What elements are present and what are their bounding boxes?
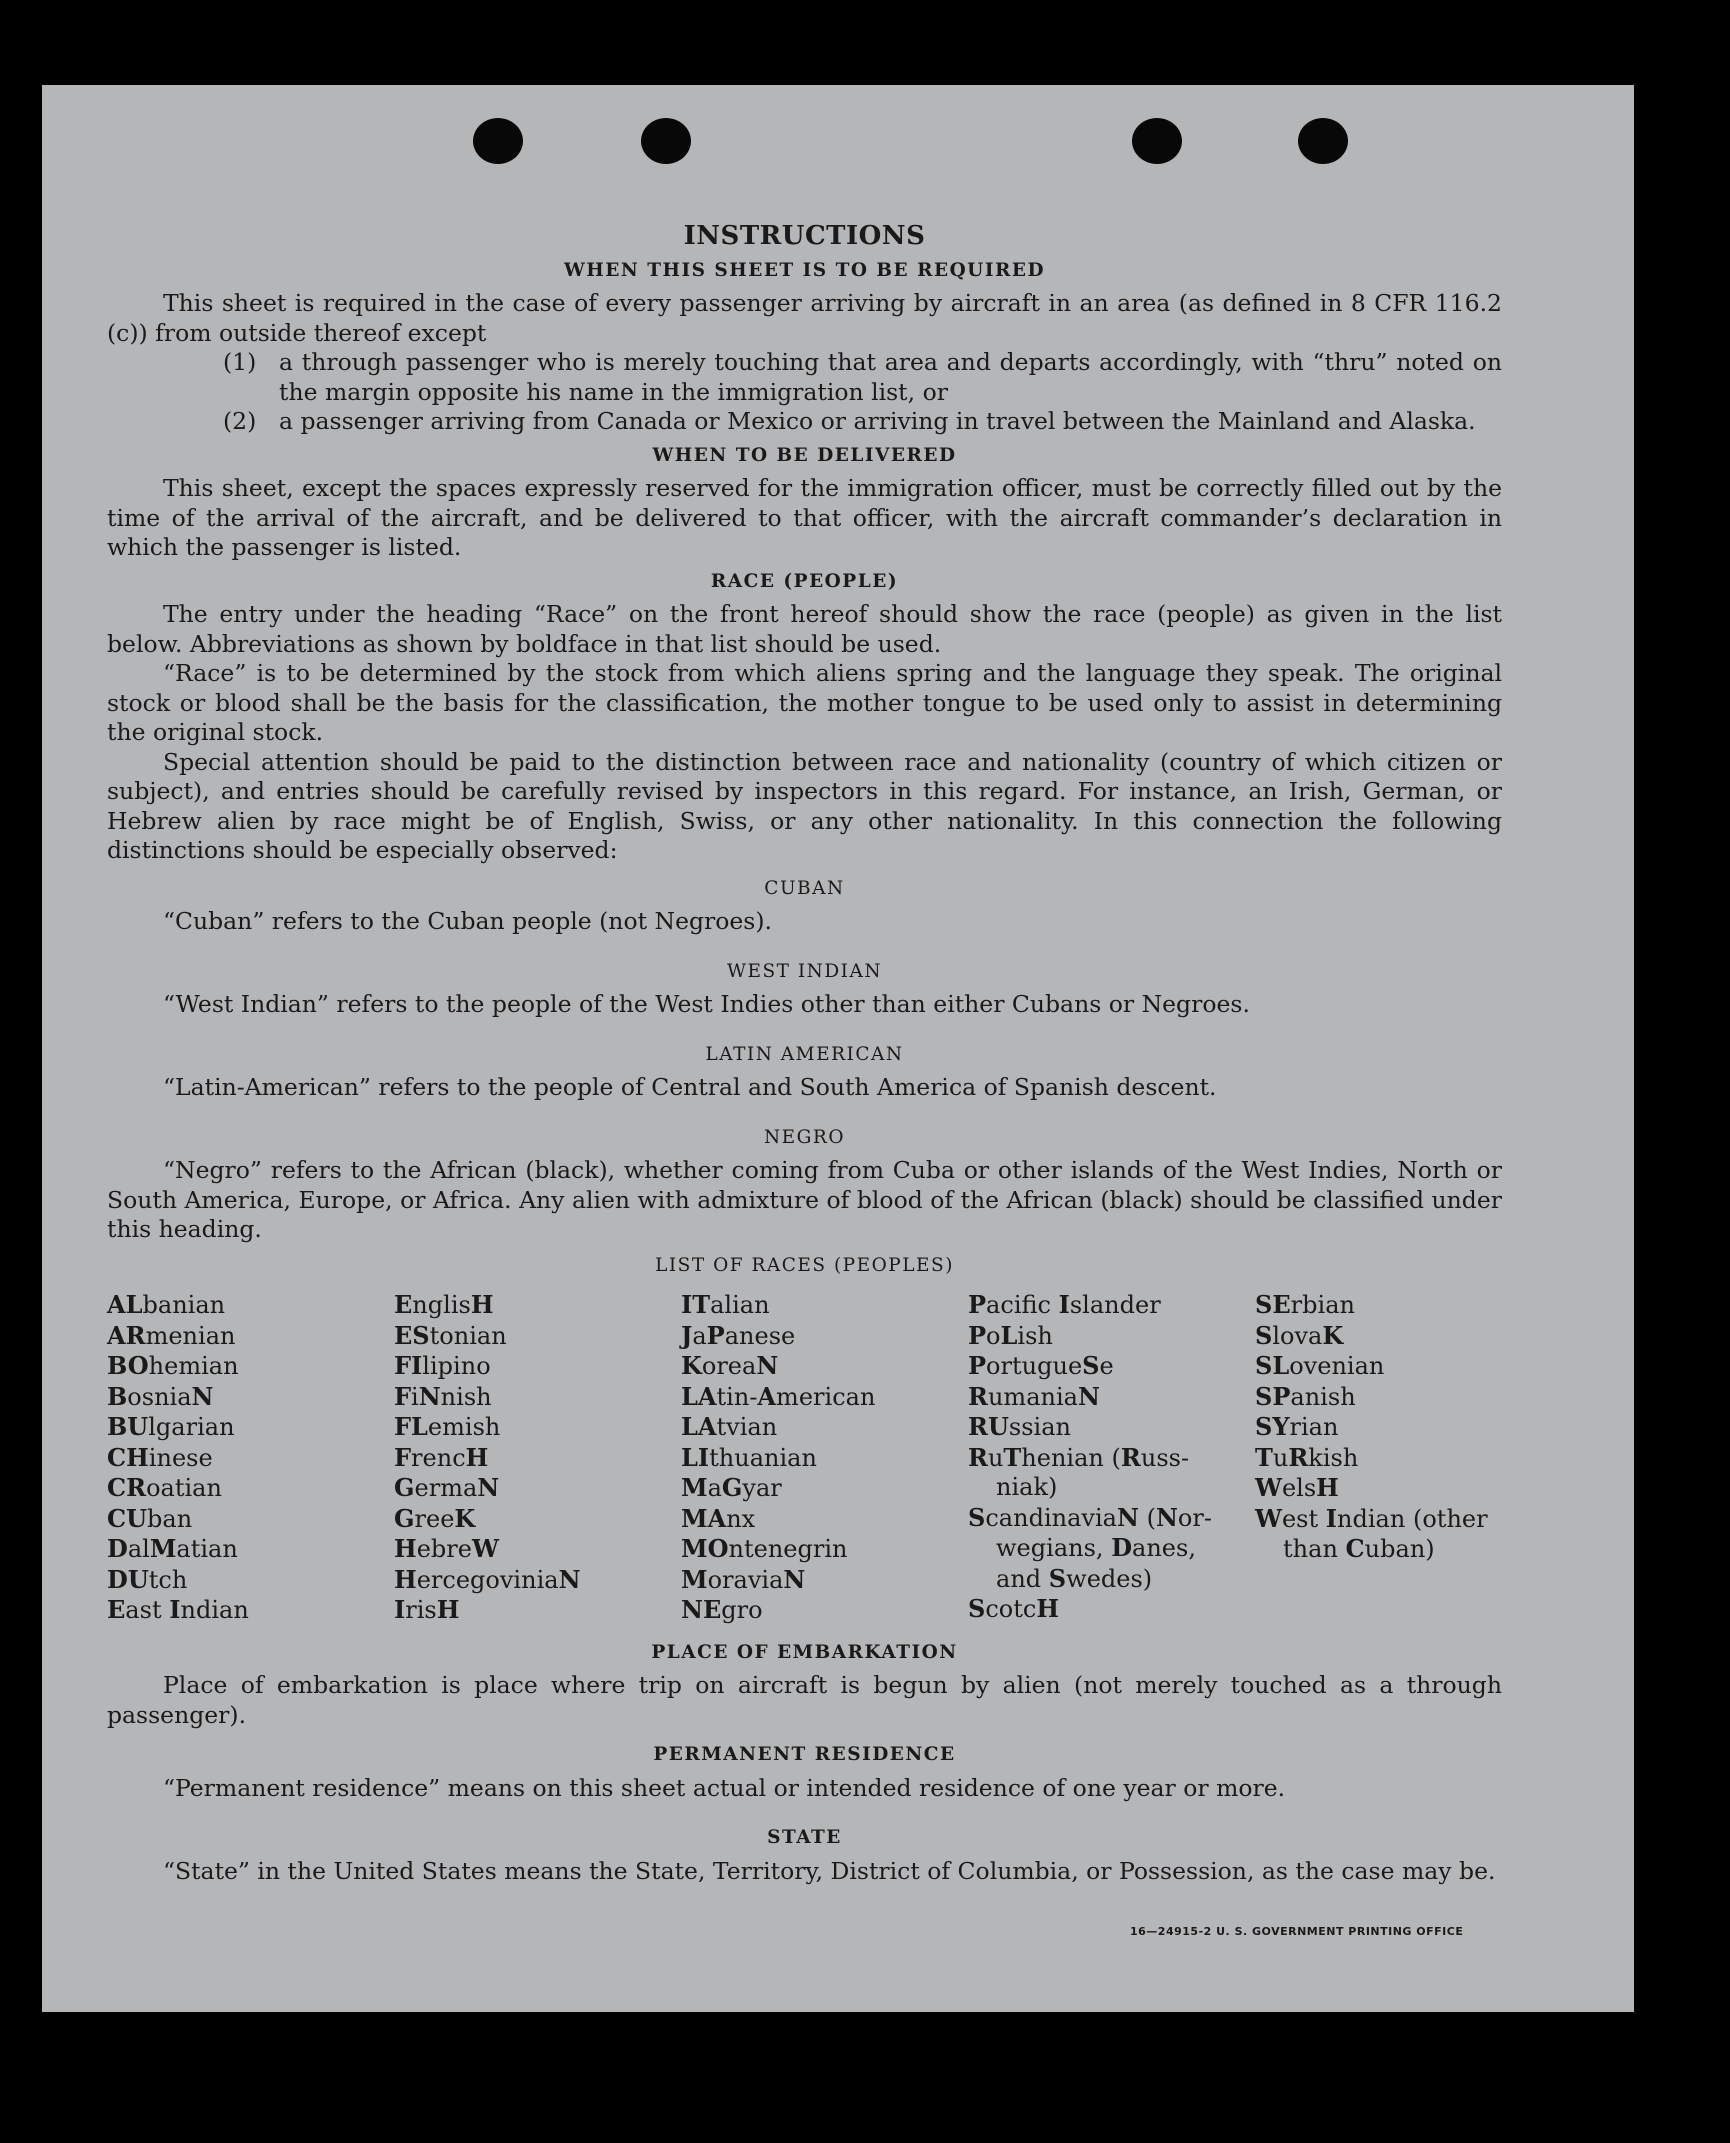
race-item: DUtch [107,1564,188,1594]
punch-hole [641,118,691,164]
race-item: MAnx [681,1503,756,1533]
race-item: BosniaN [107,1381,214,1411]
section-heading-delivered: WHEN TO BE DELIVERED [652,444,957,466]
section-heading-list: LIST OF RACES (PEOPLES) [655,1254,954,1276]
race-item: FrencH [394,1442,489,1472]
section-heading-west-indian: WEST INDIAN [726,960,883,982]
race-item: HercegoviniaN [394,1564,581,1594]
punch-hole [1298,118,1348,164]
race-item: EStonian [394,1320,507,1350]
race-item: SYrian [1255,1412,1339,1441]
exception-text: a through passenger who is merely touching that area and departs accordingly, with “thru” noted on the margin opposite his name in the immigration list, or [279,348,1502,406]
race-item: FLemish [394,1412,501,1441]
race-item: RuThenian (Russ- [968,1442,1190,1472]
race-list [107,1290,1502,1626]
race-item: KoreaN [681,1351,779,1380]
section-heading-embarkation: PLACE OF EMBARKATION [651,1641,958,1663]
embarkation-text: Place of embarkation is place where trip on aircraft is begun by alien (not merely touched as a through passenger). [107,1671,1502,1729]
race-item-continued: wegians, Danes, [996,1533,1196,1562]
race-item: HebreW [394,1534,499,1563]
race-item: MOntenegrin [681,1534,848,1563]
race-item: ARmenian [107,1320,236,1350]
race-item: MaGyar [681,1473,782,1502]
section-heading-race: RACE (PEOPLE) [710,570,899,592]
race-item: BUlgarian [107,1412,235,1441]
race-item: LAtvian [681,1412,778,1441]
punch-hole [473,118,523,164]
race-item: ITalian [681,1290,770,1319]
race-column-2 [394,1290,681,1626]
section-heading-cuban: CUBAN [764,877,845,899]
instructions-body [107,222,1502,1886]
page-title: INSTRUCTIONS [683,221,926,251]
exception-item [223,407,1502,437]
race-item: CRoatian [107,1473,222,1502]
race-item: MoraviaN [681,1564,806,1594]
exception-number: (1) [223,348,257,376]
race-item: RUssian [968,1412,1072,1441]
race-item: East Indian [107,1595,249,1624]
delivered-text: This sheet, except the spaces expressly reserved for the immigration officer, must be correctly filled out by the time of the arrival of the aircraft, and be delivered to that officer, with the aircraft commander’s declaration in which the passenger is listed. [107,474,1502,561]
west-indian-text: “West Indian” refers to the people of the West Indies other than either Cubans or Negroes. [163,990,1250,1018]
race-item: TuRkish [1255,1442,1359,1472]
race-item: PortugueSe [968,1351,1114,1380]
race-item: NEgro [681,1595,763,1624]
race-item: West Indian (other [1255,1503,1488,1533]
race-column-5 [1255,1290,1542,1626]
race-item: GermaN [394,1473,500,1502]
race-item: GreeK [394,1503,476,1533]
race-item: SErbian [1255,1290,1355,1319]
race-column-1 [107,1290,394,1626]
punch-hole [1132,118,1182,164]
section-heading-negro: NEGRO [763,1126,846,1148]
race-item: IrisH [394,1595,460,1624]
exception-item [223,348,1502,407]
race-item-continued: niak) [996,1473,1058,1501]
race-column-4 [968,1290,1255,1626]
state-text: “State” in the United States means the State, Territory, District of Columbia, or Possession, as the case may be. [163,1856,1496,1885]
race-item: DalMatian [107,1534,238,1563]
race-item: ALbanian [107,1290,226,1319]
race-item: PoLish [968,1320,1053,1350]
race-item: SLovenian [1255,1351,1385,1380]
residence-text: “Permanent residence” means on this sheet actual or intended residence of one year or more. [163,1773,1286,1802]
race-paragraph-1: The entry under the heading “Race” on the front hereof should show the race (people) as given in the list below. Abbreviations as shown by boldface in that list should be used. [107,600,1502,658]
section-heading-required: WHEN THIS SHEET IS TO BE REQUIRED [563,259,1045,281]
race-item: CHinese [107,1442,213,1472]
race-item: SlovaK [1255,1320,1344,1350]
required-intro: This sheet is required in the case of every passenger arriving by aircraft in an area (as defined in 8 CFR 116.2 (c)) from outside thereof except [107,289,1502,347]
race-item: FiNnish [394,1381,492,1411]
race-item: WelsH [1255,1473,1339,1502]
race-paragraph-2: “Race” is to be determined by the stock from which aliens spring and the language they speak. The original stock or blood shall be the basis for the classification, the mother tongue to be used only to assist in determining the original stock. [107,659,1502,746]
exception-number: (2) [223,407,257,435]
race-item: ScotcH [968,1594,1060,1623]
race-item-continued: and Swedes) [996,1563,1153,1593]
exception-text: a passenger arriving from Canada or Mexico or arriving in travel between the Mainland and Alaska. [279,407,1476,435]
section-heading-state: STATE [767,1827,842,1848]
race-item: LAtin-American [681,1381,876,1411]
race-item: SPanish [1255,1381,1356,1411]
race-paragraph-3: Special attention should be paid to the distinction between race and nationality (country of which citizen or subject), and entries should be carefully revised by inspectors in this regard. For instance, an Irish, German, or Hebrew alien by race might be of English, Swiss, or any other nationality. In this connection the following distinctions should be especially observed: [107,747,1502,864]
section-heading-latin-american: LATIN AMERICAN [705,1043,904,1065]
latin-american-text: “Latin-American” refers to the people of Central and South America of Spanish descent. [163,1073,1217,1101]
race-item: LIthuanian [681,1442,817,1472]
race-item: RumaniaN [968,1381,1100,1411]
race-item: Pacifc Islander [968,1290,1161,1319]
race-item: CUban [107,1503,193,1533]
race-item: ScandinaviaN (Nor- [968,1502,1212,1532]
negro-text: “Negro” refers to the African (black), whether coming from Cuba or other islands of the West Indies, North or South America, Europe, or Africa. Any alien with admixture of blood of the African (black) should be classified under this heading. [107,1156,1502,1243]
race-item: EnglisH [394,1290,494,1319]
section-heading-residence: PERMANENT RESIDENCE [653,1744,956,1765]
race-item: FIlipino [394,1351,491,1380]
race-item: BOhemian [107,1351,239,1380]
cuban-text: “Cuban” refers to the Cuban people (not Negroes). [163,907,773,935]
race-item-continued: than Cuban) [1283,1534,1435,1563]
race-column-3 [681,1290,968,1626]
race-item: JaPanese [681,1320,796,1350]
printing-office-code: 16—24915-2 U. S. GOVERNMENT PRINTING OFFICE [1130,1925,1464,1938]
